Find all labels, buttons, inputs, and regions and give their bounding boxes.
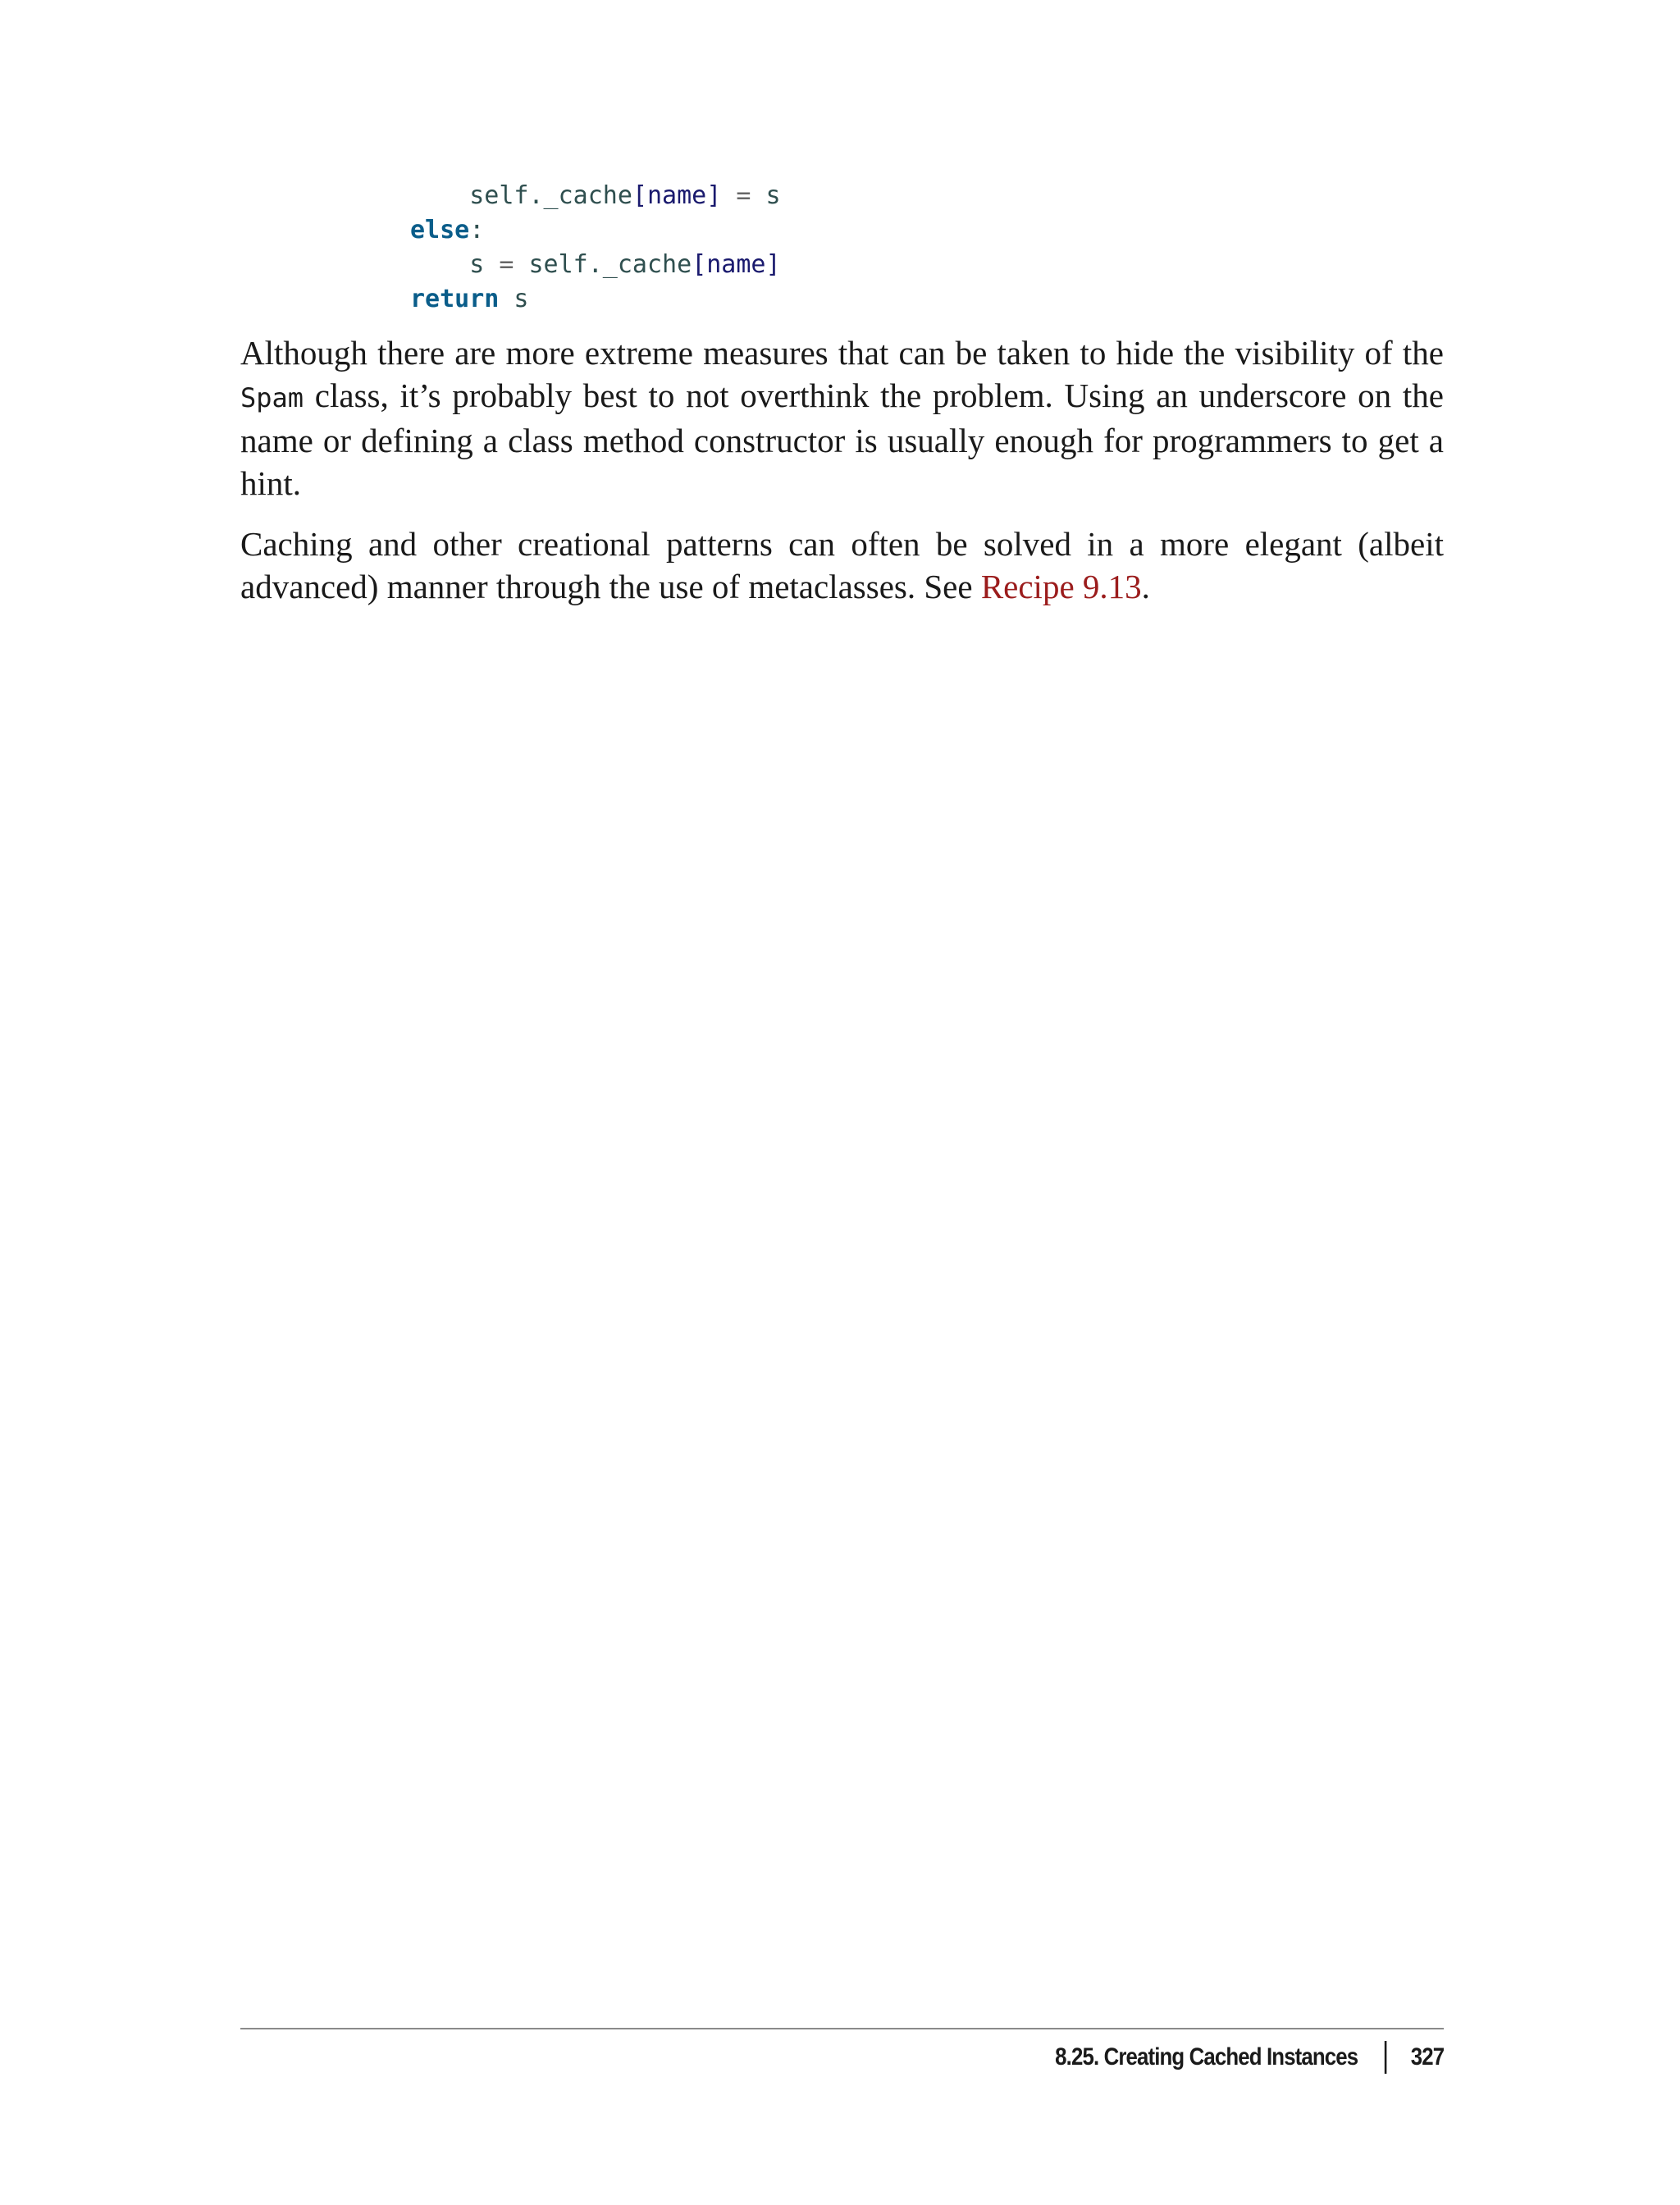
code-block — [410, 179, 781, 317]
page-footer — [1055, 2041, 1444, 2074]
running-footer-title: 8.25. Creating Cached Instances — [1054, 2043, 1358, 2070]
code-token: ] — [706, 181, 722, 210]
code-token: s — [469, 250, 485, 279]
inline-code: Spam — [240, 382, 304, 413]
code-token: = — [721, 181, 766, 210]
code-token: name — [706, 250, 766, 279]
footer-separator — [1385, 2041, 1387, 2074]
code-token: : — [469, 216, 485, 244]
code-token: s — [499, 285, 529, 313]
code-line — [410, 248, 781, 282]
code-token: name — [647, 181, 707, 210]
body-paragraph — [240, 523, 1444, 608]
code-token: self._cache — [469, 181, 632, 210]
recipe-link[interactable]: Recipe 9.13 — [980, 568, 1142, 605]
paragraph-text: class, it’s probably best to not overthink the problem. Using an underscore on the name or defining a class method constructor is usually enough for programmers to get a hint. — [240, 377, 1444, 502]
body-paragraph — [240, 331, 1444, 504]
code-token: ] — [765, 250, 781, 279]
code-token: [ — [632, 181, 647, 210]
page-number: 327 — [1410, 2043, 1444, 2070]
footer-rule — [240, 2028, 1444, 2029]
code-token: = — [484, 250, 529, 279]
code-keyword: else — [410, 216, 470, 244]
code-line — [410, 213, 781, 248]
code-line — [410, 282, 781, 317]
code-token: s — [765, 181, 781, 210]
paragraph-text: Caching and other creational patterns can often be solved in a more elegant (albeit advanced) manner through the use of metaclasses. See — [240, 525, 1444, 605]
code-token: self._cache — [528, 250, 692, 279]
code-line — [410, 179, 781, 213]
paragraph-text: . — [1141, 568, 1150, 605]
paragraph-text: Although there are more extreme measures that can be taken to hide the visibility of the — [240, 334, 1444, 372]
code-keyword: return — [410, 285, 500, 313]
code-token: [ — [692, 250, 707, 279]
